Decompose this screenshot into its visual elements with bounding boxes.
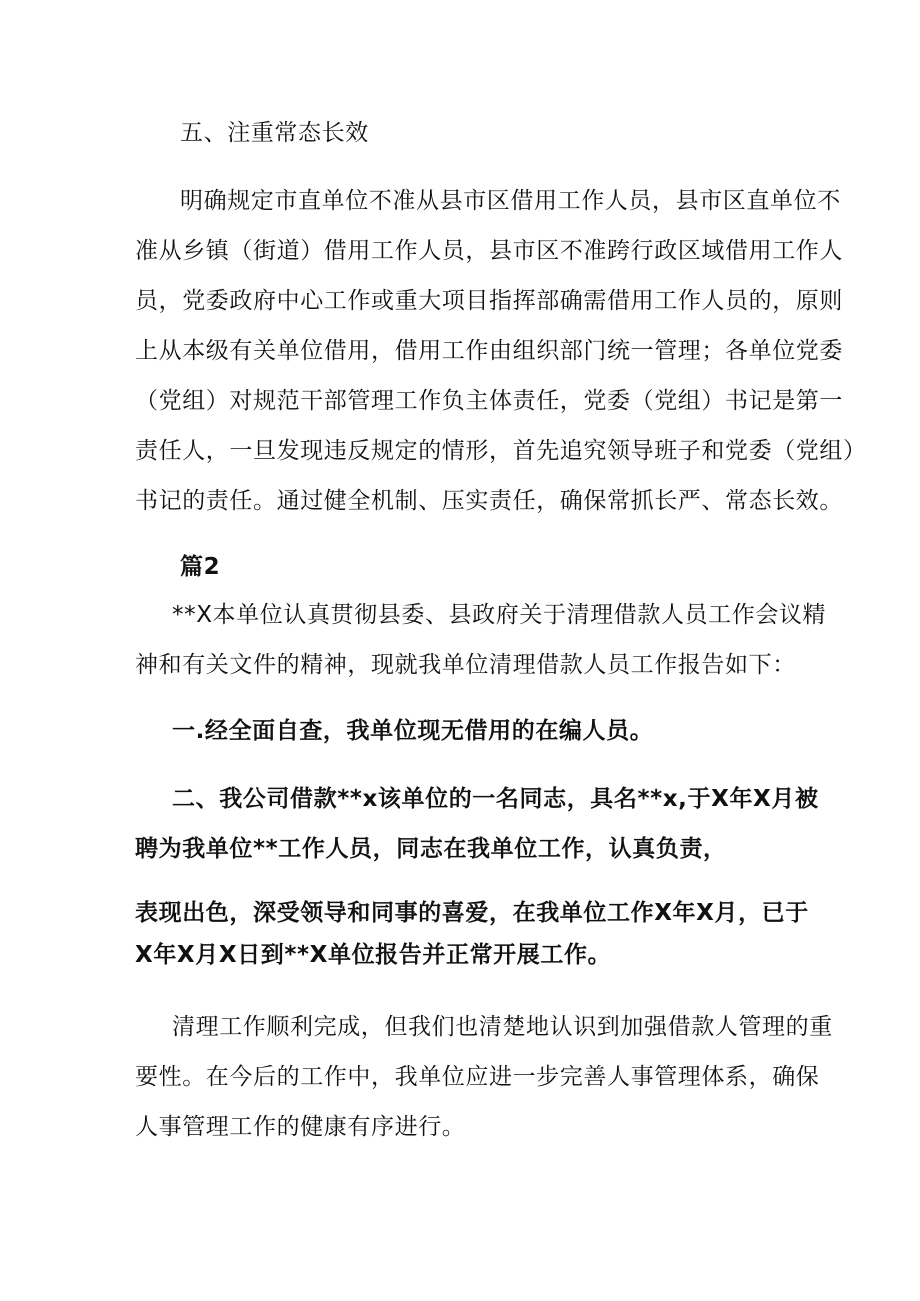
paragraph-line: 书记的责任。通过健全机制、压实责任，确保常抓长严、常态长效。 [135,488,843,514]
paragraph-line: 准从乡镇（街道）借用工作人员，县市区不准跨行政区域借用工作人 [135,238,843,264]
item-two-line: 聘为我单位**工作人员，同志在我单位工作，认真负责， [135,836,727,862]
paragraph-line: 责任人，一旦发现违反规定的情形，首先追究领导班子和党委（党组） [135,438,867,464]
closing-line: 清理工作顺利完成，但我们也清楚地认识到加强借款人管理的重 [172,1014,833,1040]
paragraph-line: 明确规定市直单位不准从县市区借用工作人员，县市区直单位不 [180,188,841,214]
section-heading: 五、注重常态长效 [180,120,369,146]
paragraph-line: 上从本级有关单位借用，借用工作由组织部门统一管理；各单位党委 [135,338,843,364]
intro-line: 神和有关文件的精神，现就我单位清理借款人员工作报告如下： [135,652,796,678]
item-two-line: 表现出色，深受领导和同事的喜爱，在我单位工作X年X月，已于 [135,900,809,926]
item-two-line: 二、我公司借款**x该单位的一名同志，具名**x,于X年X月被 [172,786,819,812]
item-one: 一.经全面自查，我单位现无借用的在编人员。 [172,718,654,744]
closing-line: 人事管理工作的健康有序进行。 [135,1114,466,1140]
paragraph-line: 员，党委政府中心工作或重大项目指挥部确需借用工作人员的，原则 [135,288,843,314]
closing-line: 要性。在今后的工作中，我单位应进一步完善人事管理体系，确保 [135,1064,820,1090]
part-title: 篇2 [180,554,221,580]
item-two-line: X年X月X日到**X单位报告并正常开展工作。 [135,942,612,968]
paragraph-line: （党组）对规范干部管理工作负主体责任，党委（党组）书记是第一 [135,388,843,414]
intro-line: **X本单位认真贯彻县委、县政府关于清理借款人员工作会议精 [172,602,827,628]
